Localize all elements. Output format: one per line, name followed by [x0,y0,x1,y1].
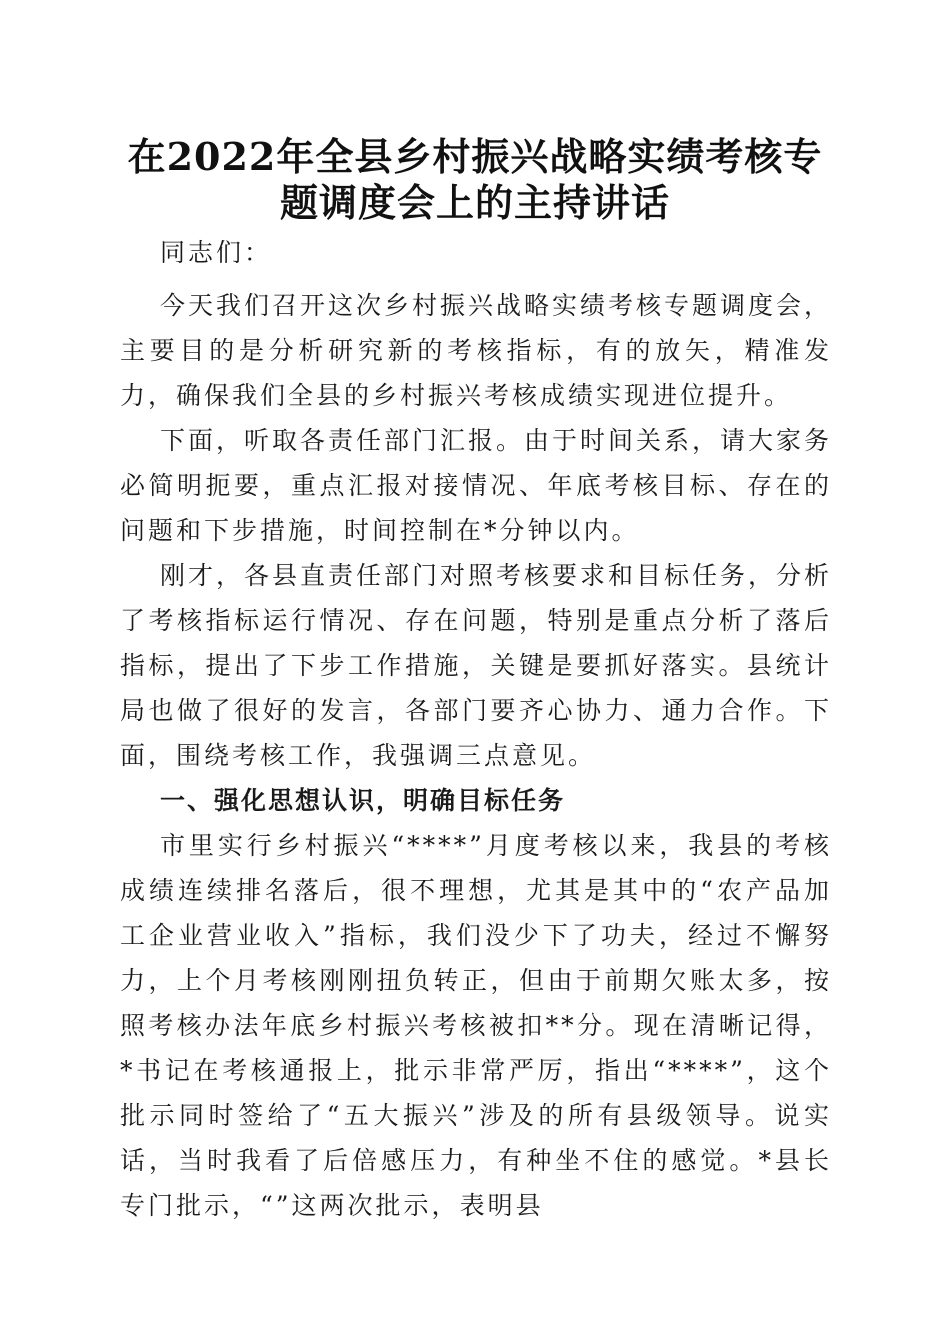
greeting: 同志们： [160,238,273,267]
section-heading-1: 一、强化思想认识，明确目标任务 [160,786,566,815]
paragraph-1: 今天我们召开这次乡村振兴战略实绩考核专题调度会，主要目的是分析研究新的考核指标，有的放矢，精准发力，确保我们全县的乡村振兴考核成绩实现进位提升。 [120,291,833,410]
document-title: 在2022年全县乡村振兴战略实绩考核专题调度会上的主持讲话 [127,134,823,225]
document-body [120,230,832,1228]
paragraph-3: 刚才，各县直责任部门对照考核要求和目标任务，分析了考核指标运行情况、存在问题，特别是重点分析了落后指标，提出了下步工作措施，关键是要抓好落实。县统计局也做了很好的发言，各部门要齐心协力、通力合作。下面，围绕考核工作，我强调三点意见。 [120,561,833,770]
paragraph-2: 下面，听取各责任部门汇报。由于时间关系，请大家务必简明扼要，重点汇报对接情况、年底考核目标、存在的问题和下步措施，时间控制在*分钟以内。 [120,426,833,545]
section-1-paragraph: 市里实行乡村振兴“****”月度考核以来，我县的考核成绩连续排名落后，很不理想，尤其是其中的“农产品加工企业营业收入”指标，我们没少下了功夫，经过不懈努力，上个月考核刚刚扭负转正，但由于前期欠账太多，按照考核办法年底乡村振兴考核被扣**分。现在清晰记得，*书记在考核通报上，批示非常严厉，指出“****”，这个批示同时签给了“五大振兴”涉及的所有县级领导。说实话，当时我看了后倍感压力，有种坐不住的感觉。*县长专门批示，“”这两次批示，表明县 [120,831,832,1220]
